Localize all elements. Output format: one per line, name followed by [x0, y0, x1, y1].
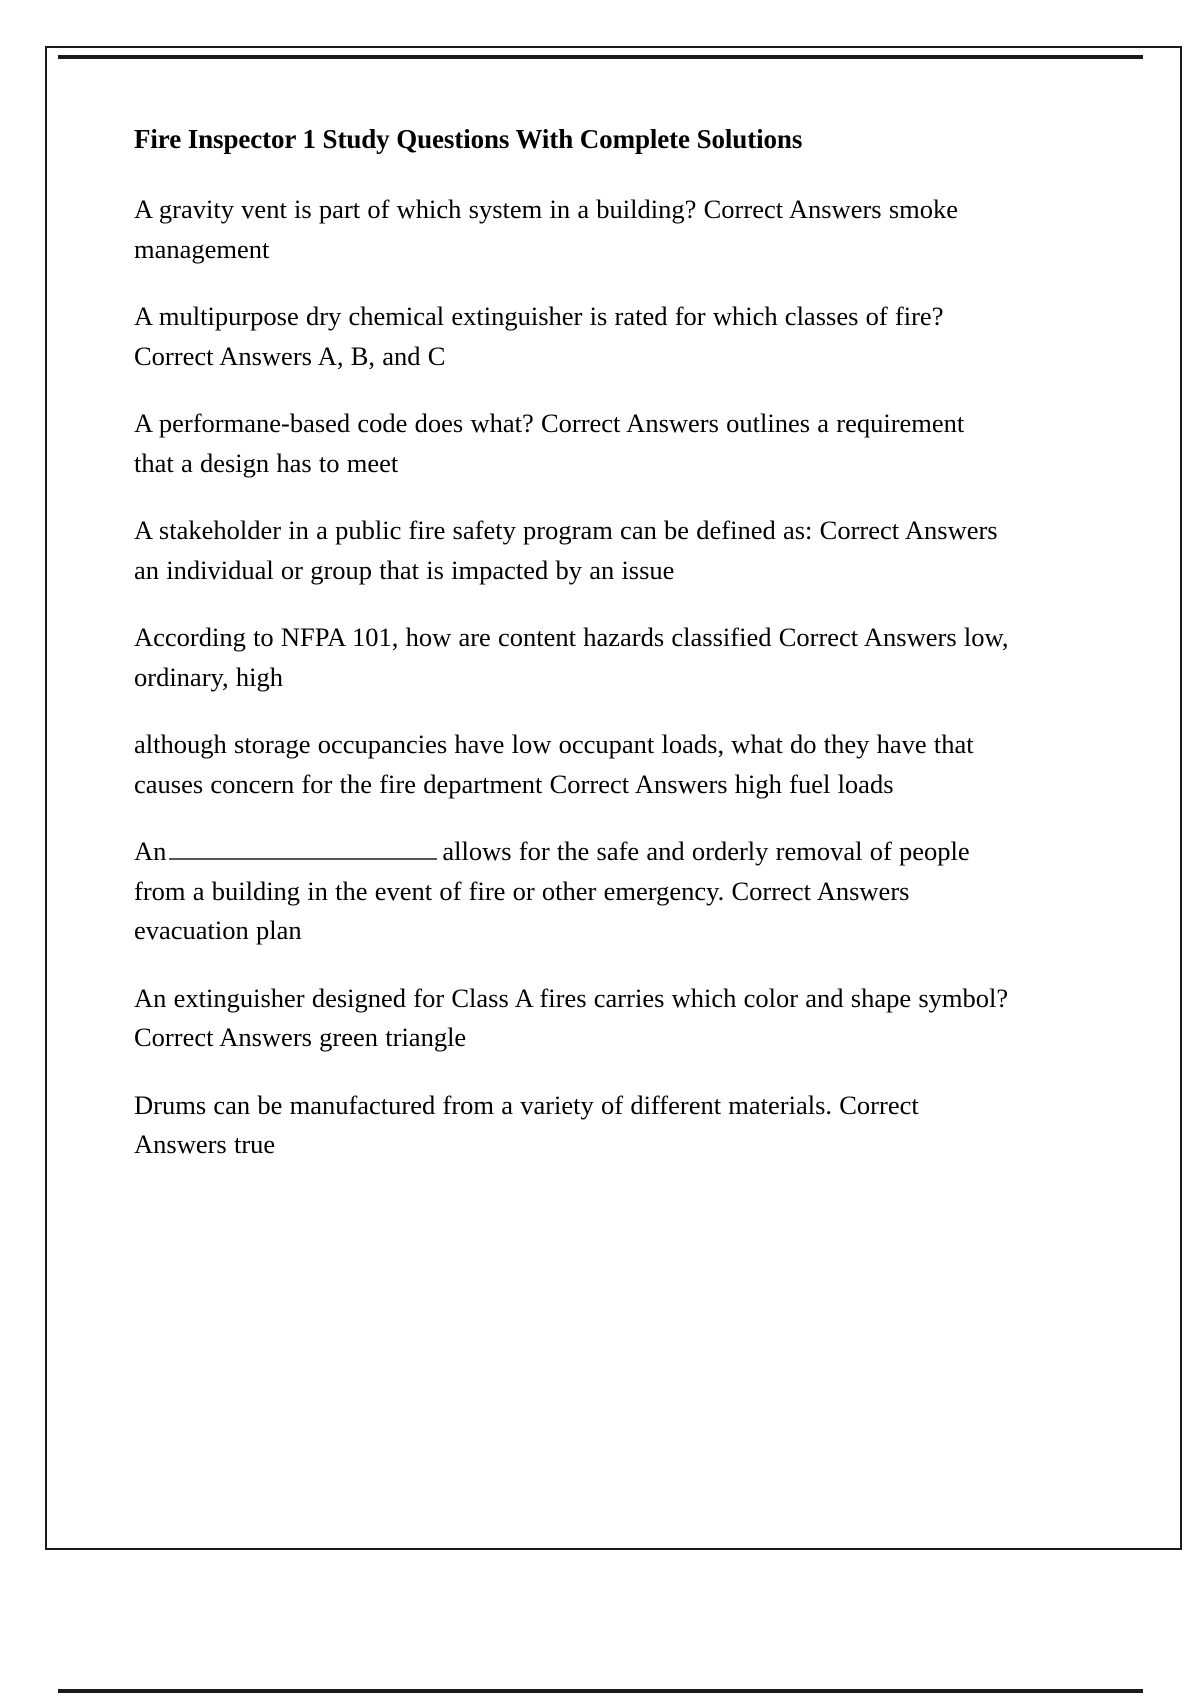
next-page-rule — [58, 1689, 1143, 1693]
qa-block-evacuation-plan — [134, 832, 1009, 951]
qa-block-storage-occupancies-fuel-load: although storage occupancies have low occupant loads, what do they have that causes concern for the fire department Correct Answers high fuel loads — [134, 729, 974, 799]
fill-in-blank-line — [169, 837, 437, 860]
qa-block-class-a-extinguisher-symbol: An extinguisher designed for Class A fires carries which color and shape symbol? Correct Answers green triangle — [134, 982, 1009, 1053]
qa-block-multipurpose-dry-chemical: A multipurpose dry chemical extinguisher is rated for which classes of fire? Correct Answers A, B, and C — [134, 301, 944, 371]
blank-suffix-text: allows for the safe and orderly removal of people from a building in the event of fire or other emergency. Correct Answers evacuation plan — [134, 836, 970, 946]
blank-prefix-text: An — [134, 836, 167, 867]
page-title: Fire Inspector 1 Study Questions With Complete Solutions — [134, 124, 803, 154]
qa-block-nfpa-101-content-hazards: According to NFPA 101, how are content hazards classified Correct Answers low, ordinary, high — [134, 622, 1009, 692]
qa-block-drums-materials: Drums can be manufactured from a variety of different materials. Correct Answers true — [134, 1089, 919, 1160]
qa-block-stakeholder-definition: A stakeholder in a public fire safety program can be defined as: Correct Answers an individual or group that is impacted by an issue — [134, 515, 998, 585]
document-body — [134, 122, 1014, 1165]
qa-block-gravity-vent: A gravity vent is part of which system in a building? Correct Answers smoke management — [134, 194, 959, 264]
header-rule — [58, 55, 1143, 59]
qa-block-performance-based-code: A performane-based code does what? Correct Answers outlines a requirement that a design has to meet — [134, 408, 965, 478]
